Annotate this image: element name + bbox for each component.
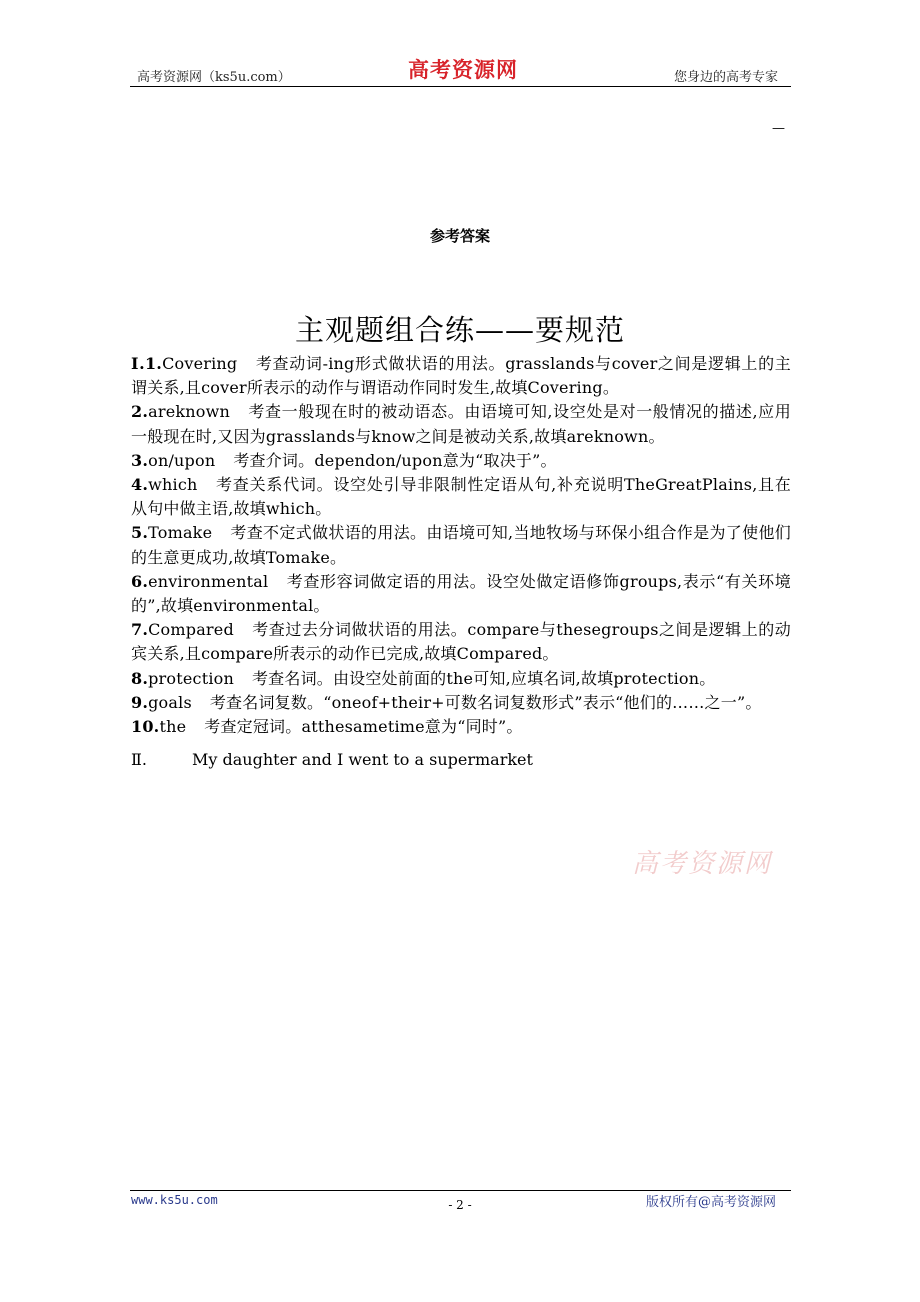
entry-explanation: 考查形容词做定语的用法。设空处做定语修饰groups,表示“有关环境的”,故填environmental。 <box>131 571 791 616</box>
entry-answer: Tomake <box>148 523 213 543</box>
answer-list <box>131 352 791 739</box>
answer-entry-5 <box>131 521 791 569</box>
entry-answer: Covering <box>162 354 238 373</box>
entry-answer: which <box>148 475 198 495</box>
footer-copyright: 版权所有@高考资源网 <box>646 1195 777 1210</box>
header-logo: 高考资源网 <box>408 58 518 82</box>
entry-explanation: 考查过去分词做状语的用法。compare与thesegroups之间是逻辑上的动宾关系,且compare所表示的动作已完成,故填Compared。 <box>131 620 791 664</box>
entry-explanation: 考查不定式做状语的用法。由语境可知,当地牧场与环保小组合作是为了使他们的生意更成功,故填Tomake。 <box>131 523 791 567</box>
entry-answer: on/upon <box>148 450 216 470</box>
entry-number: 4. <box>131 475 149 495</box>
entry-answer: protection <box>148 668 234 688</box>
entry-explanation: 考查一般现在时的被动语态。由语境可知,设空处是对一般情况的描述,应用一般现在时,又因为grasslands与know之间是被动关系,故填areknown。 <box>131 402 791 446</box>
answer-entry-7 <box>131 618 791 666</box>
watermark: 高考资源网 <box>632 849 773 879</box>
entry-answer: goals <box>148 692 192 712</box>
header-divider <box>130 86 791 87</box>
entry-answer: Compared <box>148 620 234 640</box>
entry-number: Ⅰ.1. <box>131 354 163 373</box>
entry-number: 3. <box>131 450 149 470</box>
header-site-name: 高考资源网（ks5u.com） <box>137 70 291 85</box>
entry-explanation: 考查名词。由设空处前面的the可知,应填名词,故填protection。 <box>251 668 716 688</box>
entry-explanation: 考查定冠词。atthesametime意为“同时”。 <box>204 717 523 737</box>
footer-url[interactable]: www.ks5u.com <box>131 1193 218 1207</box>
page-title: 主观题组合练——要规范 <box>294 313 625 347</box>
entry-number: 6. <box>131 571 149 591</box>
page-number: - 2 - <box>448 1198 472 1212</box>
entry-explanation: 考查关系代词。设空处引导非限制性定语从句,补充说明TheGreatPlains,且在从句中做主语,故填which。 <box>131 475 791 519</box>
entry-explanation: 考查名词复数。“oneof+their+可数名词复数形式”表示“他们的……之一”。 <box>209 692 762 712</box>
part-two-number: Ⅱ. <box>131 750 147 769</box>
dash-mark: — <box>772 121 785 136</box>
entry-number: 7. <box>131 620 149 640</box>
entry-number: 2. <box>131 402 149 422</box>
entry-number: 8. <box>131 668 149 688</box>
part-two-text: My daughter and I went to a supermarket <box>192 750 533 769</box>
entry-explanation: 考查介词。dependon/upon意为“取决于”。 <box>233 450 557 470</box>
answer-entry-8 <box>131 667 791 691</box>
entry-number: 5. <box>131 523 149 543</box>
answer-entry-3 <box>131 449 791 473</box>
header-slogan: 您身边的高考专家 <box>674 70 779 85</box>
answer-entry-9 <box>131 691 791 715</box>
entry-answer: the <box>159 717 187 737</box>
answer-entry-4 <box>131 473 791 521</box>
answer-entry-2 <box>131 400 791 448</box>
answer-entry-6 <box>131 570 791 618</box>
entry-answer: areknown <box>148 402 230 422</box>
part-two <box>131 748 533 772</box>
entry-number: 9. <box>131 692 149 712</box>
entry-number: 10. <box>131 717 160 737</box>
section-label: 参考答案 <box>429 227 490 245</box>
entry-explanation: 考查动词-ing形式做状语的用法。grasslands与cover之间是逻辑上的主谓关系,且cover所表示的动作与谓语动作同时发生,故填Covering。 <box>131 354 791 398</box>
entry-answer: environmental <box>148 571 269 591</box>
answer-entry-1 <box>131 352 791 400</box>
answer-entry-10 <box>131 715 791 739</box>
